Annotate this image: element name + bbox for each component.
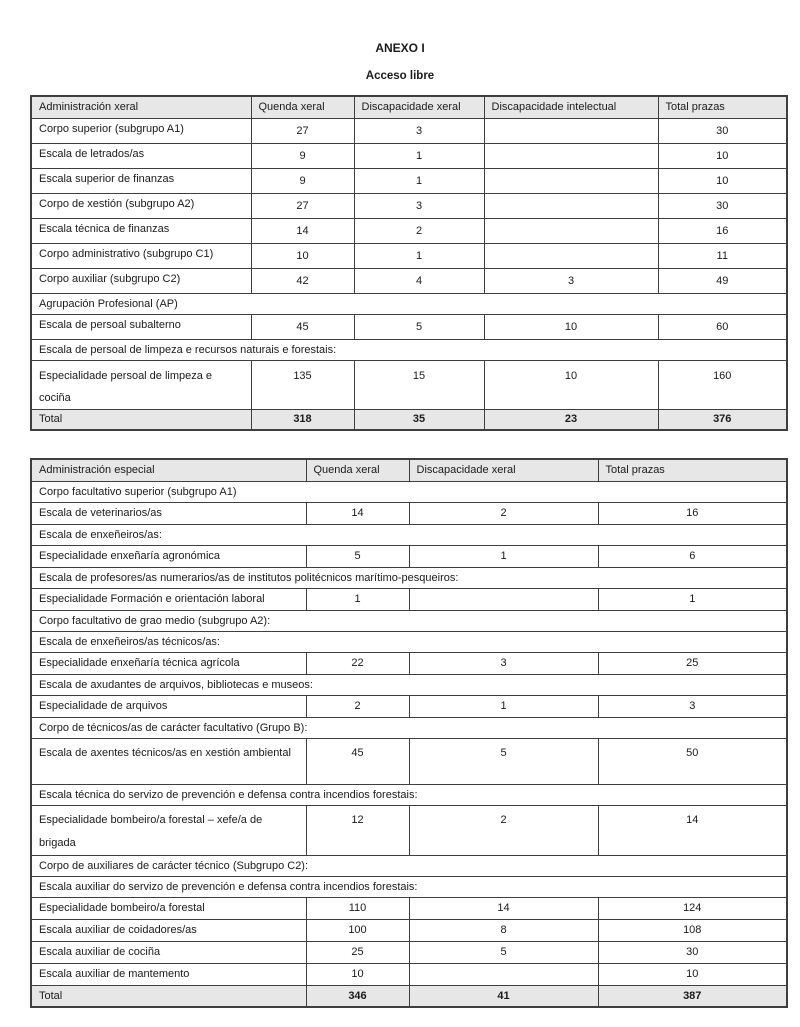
cell-value: 27 [251,118,354,143]
cell-value: 1 [354,143,484,168]
cell-value: 45 [306,738,409,784]
cell-value: 8 [409,919,598,941]
section-row [31,631,787,652]
table-row [31,919,787,941]
row-label: Corpo superior (subgrupo A1) [31,118,251,143]
cell-value: 30 [598,941,787,963]
row-label: Escala auxiliar de cociña [31,941,306,963]
section-label: Corpo de técnicos/as de carácter facultativo (Grupo B): [31,717,787,738]
cell-value: 35 [354,409,484,430]
table-row [31,941,787,963]
table-row [31,502,787,524]
cell-value: 135 [251,360,354,409]
table-administracion-especial [30,458,788,1008]
row-label: Corpo de xestión (subgrupo A2) [31,193,251,218]
cell-value: 160 [658,360,787,409]
cell-value: 3 [484,268,658,293]
cell-value: 1 [598,588,787,610]
section-row [31,717,787,738]
cell-value: 11 [658,243,787,268]
page-title: ANEXO I [375,41,425,55]
cell-value: 16 [658,218,787,243]
cell-value: 6 [598,545,787,567]
cell-value: 2 [409,502,598,524]
row-label: Total [31,409,251,430]
section-row [31,855,787,876]
section-row [31,293,787,314]
section-label: Corpo facultativo superior (subgrupo A1) [31,481,787,502]
total-row [31,409,787,430]
table-row [31,243,787,268]
row-label: Corpo administrativo (subgrupo C1) [31,243,251,268]
section-row [31,524,787,545]
table-row [31,360,787,409]
cell-value: 9 [251,168,354,193]
cell-value [409,963,598,985]
section-row [31,567,787,588]
cell-value: 2 [409,805,598,855]
section-row [31,481,787,502]
table-row [31,963,787,985]
cell-value: 124 [598,897,787,919]
cell-value: 25 [598,652,787,674]
table-row [31,314,787,339]
cell-value: 27 [251,193,354,218]
header-row [31,459,787,481]
table-row [31,268,787,293]
cell-value: 5 [306,545,409,567]
section-row [31,674,787,695]
cell-value: 16 [598,502,787,524]
table-row [31,588,787,610]
header-row [31,96,787,118]
cell-value: 2 [306,695,409,717]
cell-value: 5 [354,314,484,339]
cell-value [484,218,658,243]
cell-value: 318 [251,409,354,430]
table-row [31,695,787,717]
cell-value: 22 [306,652,409,674]
cell-value: 3 [598,695,787,717]
cell-value: 45 [251,314,354,339]
cell-value: 10 [658,168,787,193]
cell-value: 3 [409,652,598,674]
table-administracion-xeral [30,95,788,431]
page-subtitle: Acceso libre [365,70,435,82]
table-row [31,218,787,243]
cell-value [484,168,658,193]
row-label: Escala superior de finanzas [31,168,251,193]
cell-value: 4 [354,268,484,293]
column-header: Total prazas [598,459,787,481]
cell-value: 10 [484,314,658,339]
row-label: Escala técnica de finanzas [31,218,251,243]
cell-value: 100 [306,919,409,941]
total-row [31,985,787,1007]
cell-value: 14 [306,502,409,524]
section-row [31,876,787,897]
section-label: Agrupación Profesional (AP) [31,293,787,314]
row-label: Total [31,985,306,1007]
row-label: Escala de persoal subalterno [31,314,251,339]
cell-value: 30 [658,193,787,218]
cell-value: 23 [484,409,658,430]
column-header: Discapacidade intelectual [484,96,658,118]
cell-value: 9 [251,143,354,168]
section-label: Corpo facultativo de grao medio (subgrupo A2): [31,610,787,631]
section-row [31,784,787,805]
cell-value: 14 [251,218,354,243]
cell-value: 49 [658,268,787,293]
row-label: Especialidade bombeiro/a forestal – xefe/a de brigada [31,805,306,855]
cell-value: 387 [598,985,787,1007]
cell-value: 14 [598,805,787,855]
cell-value: 10 [251,243,354,268]
row-label: Especialidade persoal de limpeza e cociña [31,360,251,409]
cell-value [484,118,658,143]
section-label: Escala de profesores/as numerarios/as de institutos politécnicos marítimo-pesqueiros: [31,567,787,588]
cell-value: 1 [306,588,409,610]
column-header: Discapacidade xeral [409,459,598,481]
column-header: Total prazas [658,96,787,118]
column-header: Discapacidade xeral [354,96,484,118]
cell-value: 1 [409,545,598,567]
cell-value: 1 [354,243,484,268]
row-label: Escala auxiliar de mantemento [31,963,306,985]
cell-value: 3 [354,118,484,143]
cell-value: 60 [658,314,787,339]
cell-value: 5 [409,941,598,963]
cell-value: 110 [306,897,409,919]
cell-value: 3 [354,193,484,218]
section-label: Escala auxiliar do servizo de prevención e defensa contra incendios forestais: [31,876,787,897]
cell-value: 10 [484,360,658,409]
table-row [31,805,787,855]
table-row [31,897,787,919]
row-label: Especialidade de arquivos [31,695,306,717]
section-row [31,610,787,631]
cell-value [484,193,658,218]
row-label: Especialidade bombeiro/a forestal [31,897,306,919]
section-label: Escala de enxeñeiros/as: [31,524,787,545]
cell-value [409,588,598,610]
cell-value: 376 [658,409,787,430]
cell-value: 15 [354,360,484,409]
column-header: Administración xeral [31,96,251,118]
section-label: Escala de enxeñeiros/as técnicos/as: [31,631,787,652]
cell-value: 10 [306,963,409,985]
column-header: Administración especial [31,459,306,481]
table-row [31,143,787,168]
cell-value: 1 [354,168,484,193]
cell-value: 10 [658,143,787,168]
cell-value: 50 [598,738,787,784]
column-header: Quenda xeral [251,96,354,118]
row-label: Especialidade enxeñaría técnica agrícola [31,652,306,674]
table-row [31,193,787,218]
cell-value: 108 [598,919,787,941]
table-row [31,118,787,143]
cell-value [484,243,658,268]
row-label: Especialidade enxeñaría agronómica [31,545,306,567]
table-row [31,168,787,193]
section-label: Escala técnica do servizo de prevención e defensa contra incendios forestais: [31,784,787,805]
row-label: Escala de axentes técnicos/as en xestión ambiental [31,738,306,784]
section-label: Escala de persoal de limpeza e recursos naturais e forestais: [31,339,787,360]
cell-value: 2 [354,218,484,243]
cell-value: 41 [409,985,598,1007]
table-row [31,545,787,567]
cell-value: 5 [409,738,598,784]
table-row [31,738,787,784]
row-label: Escala auxiliar de coidadores/as [31,919,306,941]
cell-value: 25 [306,941,409,963]
cell-value: 10 [598,963,787,985]
cell-value: 12 [306,805,409,855]
row-label: Escala de letrados/as [31,143,251,168]
section-label: Corpo de auxiliares de carácter técnico (Subgrupo C2): [31,855,787,876]
cell-value [484,143,658,168]
section-label: Escala de axudantes de arquivos, bibliotecas e museos: [31,674,787,695]
cell-value: 1 [409,695,598,717]
cell-value: 14 [409,897,598,919]
cell-value: 346 [306,985,409,1007]
cell-value: 30 [658,118,787,143]
row-label: Especialidade Formación e orientación laboral [31,588,306,610]
row-label: Escala de veterinarios/as [31,502,306,524]
section-row [31,339,787,360]
cell-value: 42 [251,268,354,293]
row-label: Corpo auxiliar (subgrupo C2) [31,268,251,293]
table-row [31,652,787,674]
column-header: Quenda xeral [306,459,409,481]
